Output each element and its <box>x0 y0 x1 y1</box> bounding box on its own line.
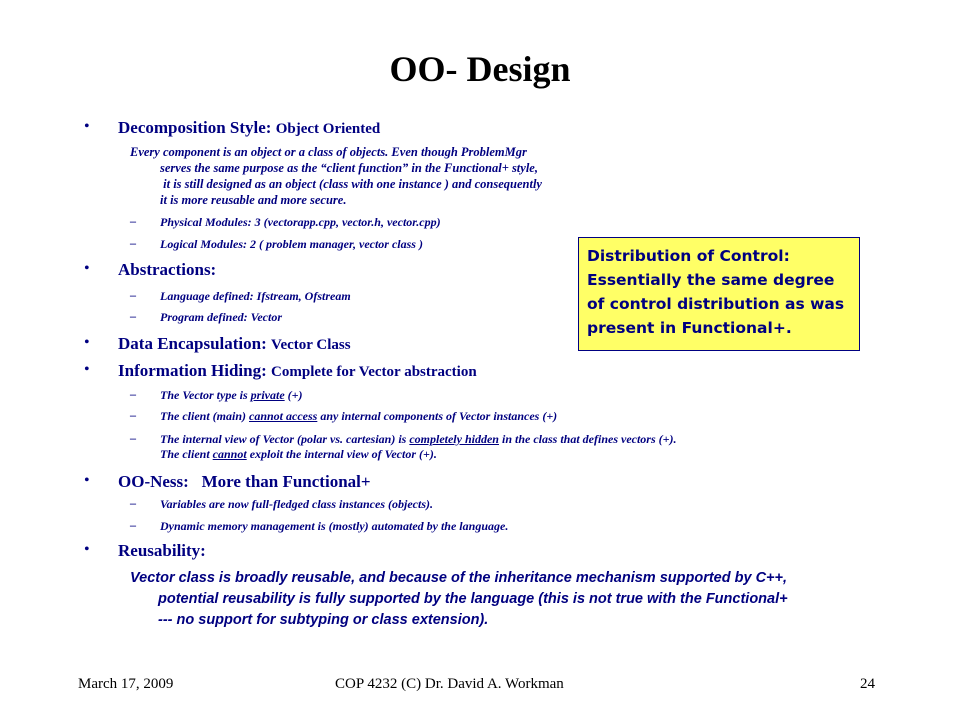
callout-line-3: of control distribution as was <box>587 295 845 313</box>
callout-line-2: Essentially the same degree <box>587 271 835 289</box>
decomposition-label: Decomposition Style: <box>118 118 276 137</box>
language-defined: Language defined: Ifstream, Ofstream <box>160 289 351 303</box>
decomposition-para-3: it is still designed as an object (class with one instance ) and consequently <box>160 177 542 191</box>
dash: – <box>130 309 136 323</box>
bullet-abstractions: • <box>84 260 90 277</box>
bullet-encapsulation: • <box>84 334 90 351</box>
reusability-line-3: --- no support for subtyping or class extension). <box>158 612 489 628</box>
slide-title: OO- Design <box>389 49 571 89</box>
hiding-item-internal-post: in the class that defines vectors (+). <box>498 432 677 446</box>
hiding-item-access-post: any internal components of Vector instances (+) <box>317 409 558 423</box>
physical-modules: Physical Modules: 3 (vectorapp.cpp, vector.h, vector.cpp) <box>160 215 441 229</box>
hiding-item-private-u: private <box>250 388 285 402</box>
hiding-item-private-pre: The Vector type is <box>160 388 251 402</box>
decomposition-value: Object Oriented <box>275 121 381 137</box>
bullet-decomposition: • <box>84 118 90 135</box>
decomposition-heading <box>118 118 380 138</box>
hiding-label: Information Hiding: <box>118 361 272 380</box>
bullet-ooness: • <box>84 472 90 489</box>
dash: – <box>130 288 136 302</box>
bullet-reusability: • <box>84 541 90 558</box>
hiding-value: Complete for Vector abstraction <box>271 364 477 380</box>
decomposition-para-2: serves the same purpose as the “client function” in the Functional+ style, <box>160 161 538 175</box>
footer-page-number: 24 <box>860 676 875 692</box>
hiding-item-internal <box>160 432 676 447</box>
dash: – <box>130 236 136 250</box>
hiding-item-internal-pre: The internal view of Vector (polar vs. cartesian) is <box>160 432 410 446</box>
reusability-line-1: Vector class is broadly reusable, and because of the inheritance mechanism supported by C++, <box>130 570 788 586</box>
hiding-item-internal-u: completely hidden <box>409 432 499 446</box>
encapsulation-heading <box>118 334 351 354</box>
dash: – <box>130 518 136 532</box>
hiding-item-private <box>160 388 303 403</box>
hiding-line2-post: exploit the internal view of Vector (+). <box>246 447 437 461</box>
program-defined: Program defined: Vector <box>160 310 282 324</box>
logical-modules: Logical Modules: 2 ( problem manager, vector class ) <box>160 237 423 251</box>
dash: – <box>130 431 136 445</box>
hiding-line2-u: cannot <box>212 447 247 461</box>
footer-course: COP 4232 (C) Dr. David A. Workman <box>335 676 564 692</box>
decomposition-para-1: Every component is an object or a class of objects. Even though ProblemMgr <box>130 145 527 159</box>
callout-line-1: Distribution of Control: <box>587 247 790 265</box>
encapsulation-label: Data Encapsulation: <box>118 334 272 353</box>
hiding-item-internal-line2 <box>160 447 437 462</box>
dash: – <box>130 496 136 510</box>
ooness-item-memory: Dynamic memory management is (mostly) automated by the language. <box>160 519 509 533</box>
reusability-heading: Reusability: <box>118 541 206 560</box>
hiding-line2-pre: The client <box>160 447 213 461</box>
hiding-item-access <box>160 409 557 424</box>
reusability-line-2: potential reusability is fully supported by the language (this is not true with the Functional+ <box>158 591 788 607</box>
hiding-item-access-pre: The client (main) <box>160 409 249 423</box>
dash: – <box>130 214 136 228</box>
dash: – <box>130 408 136 422</box>
encapsulation-value: Vector Class <box>271 337 351 353</box>
footer-date: March 17, 2009 <box>78 676 174 692</box>
hiding-item-access-u: cannot access <box>249 409 318 423</box>
callout-line-4: present in Functional+. <box>587 319 792 337</box>
distribution-of-control-callout <box>578 237 860 351</box>
hiding-heading <box>118 361 477 381</box>
bullet-hiding: • <box>84 361 90 378</box>
ooness-heading: OO-Ness: More than Functional+ <box>118 472 371 491</box>
ooness-item-variables: Variables are now full-fledged class instances (objects). <box>160 497 433 511</box>
dash: – <box>130 387 136 401</box>
decomposition-para-4: it is more reusable and more secure. <box>160 193 347 207</box>
hiding-item-private-post: (+) <box>284 388 303 402</box>
reusability-text <box>130 568 890 631</box>
abstractions-heading: Abstractions: <box>118 260 217 279</box>
